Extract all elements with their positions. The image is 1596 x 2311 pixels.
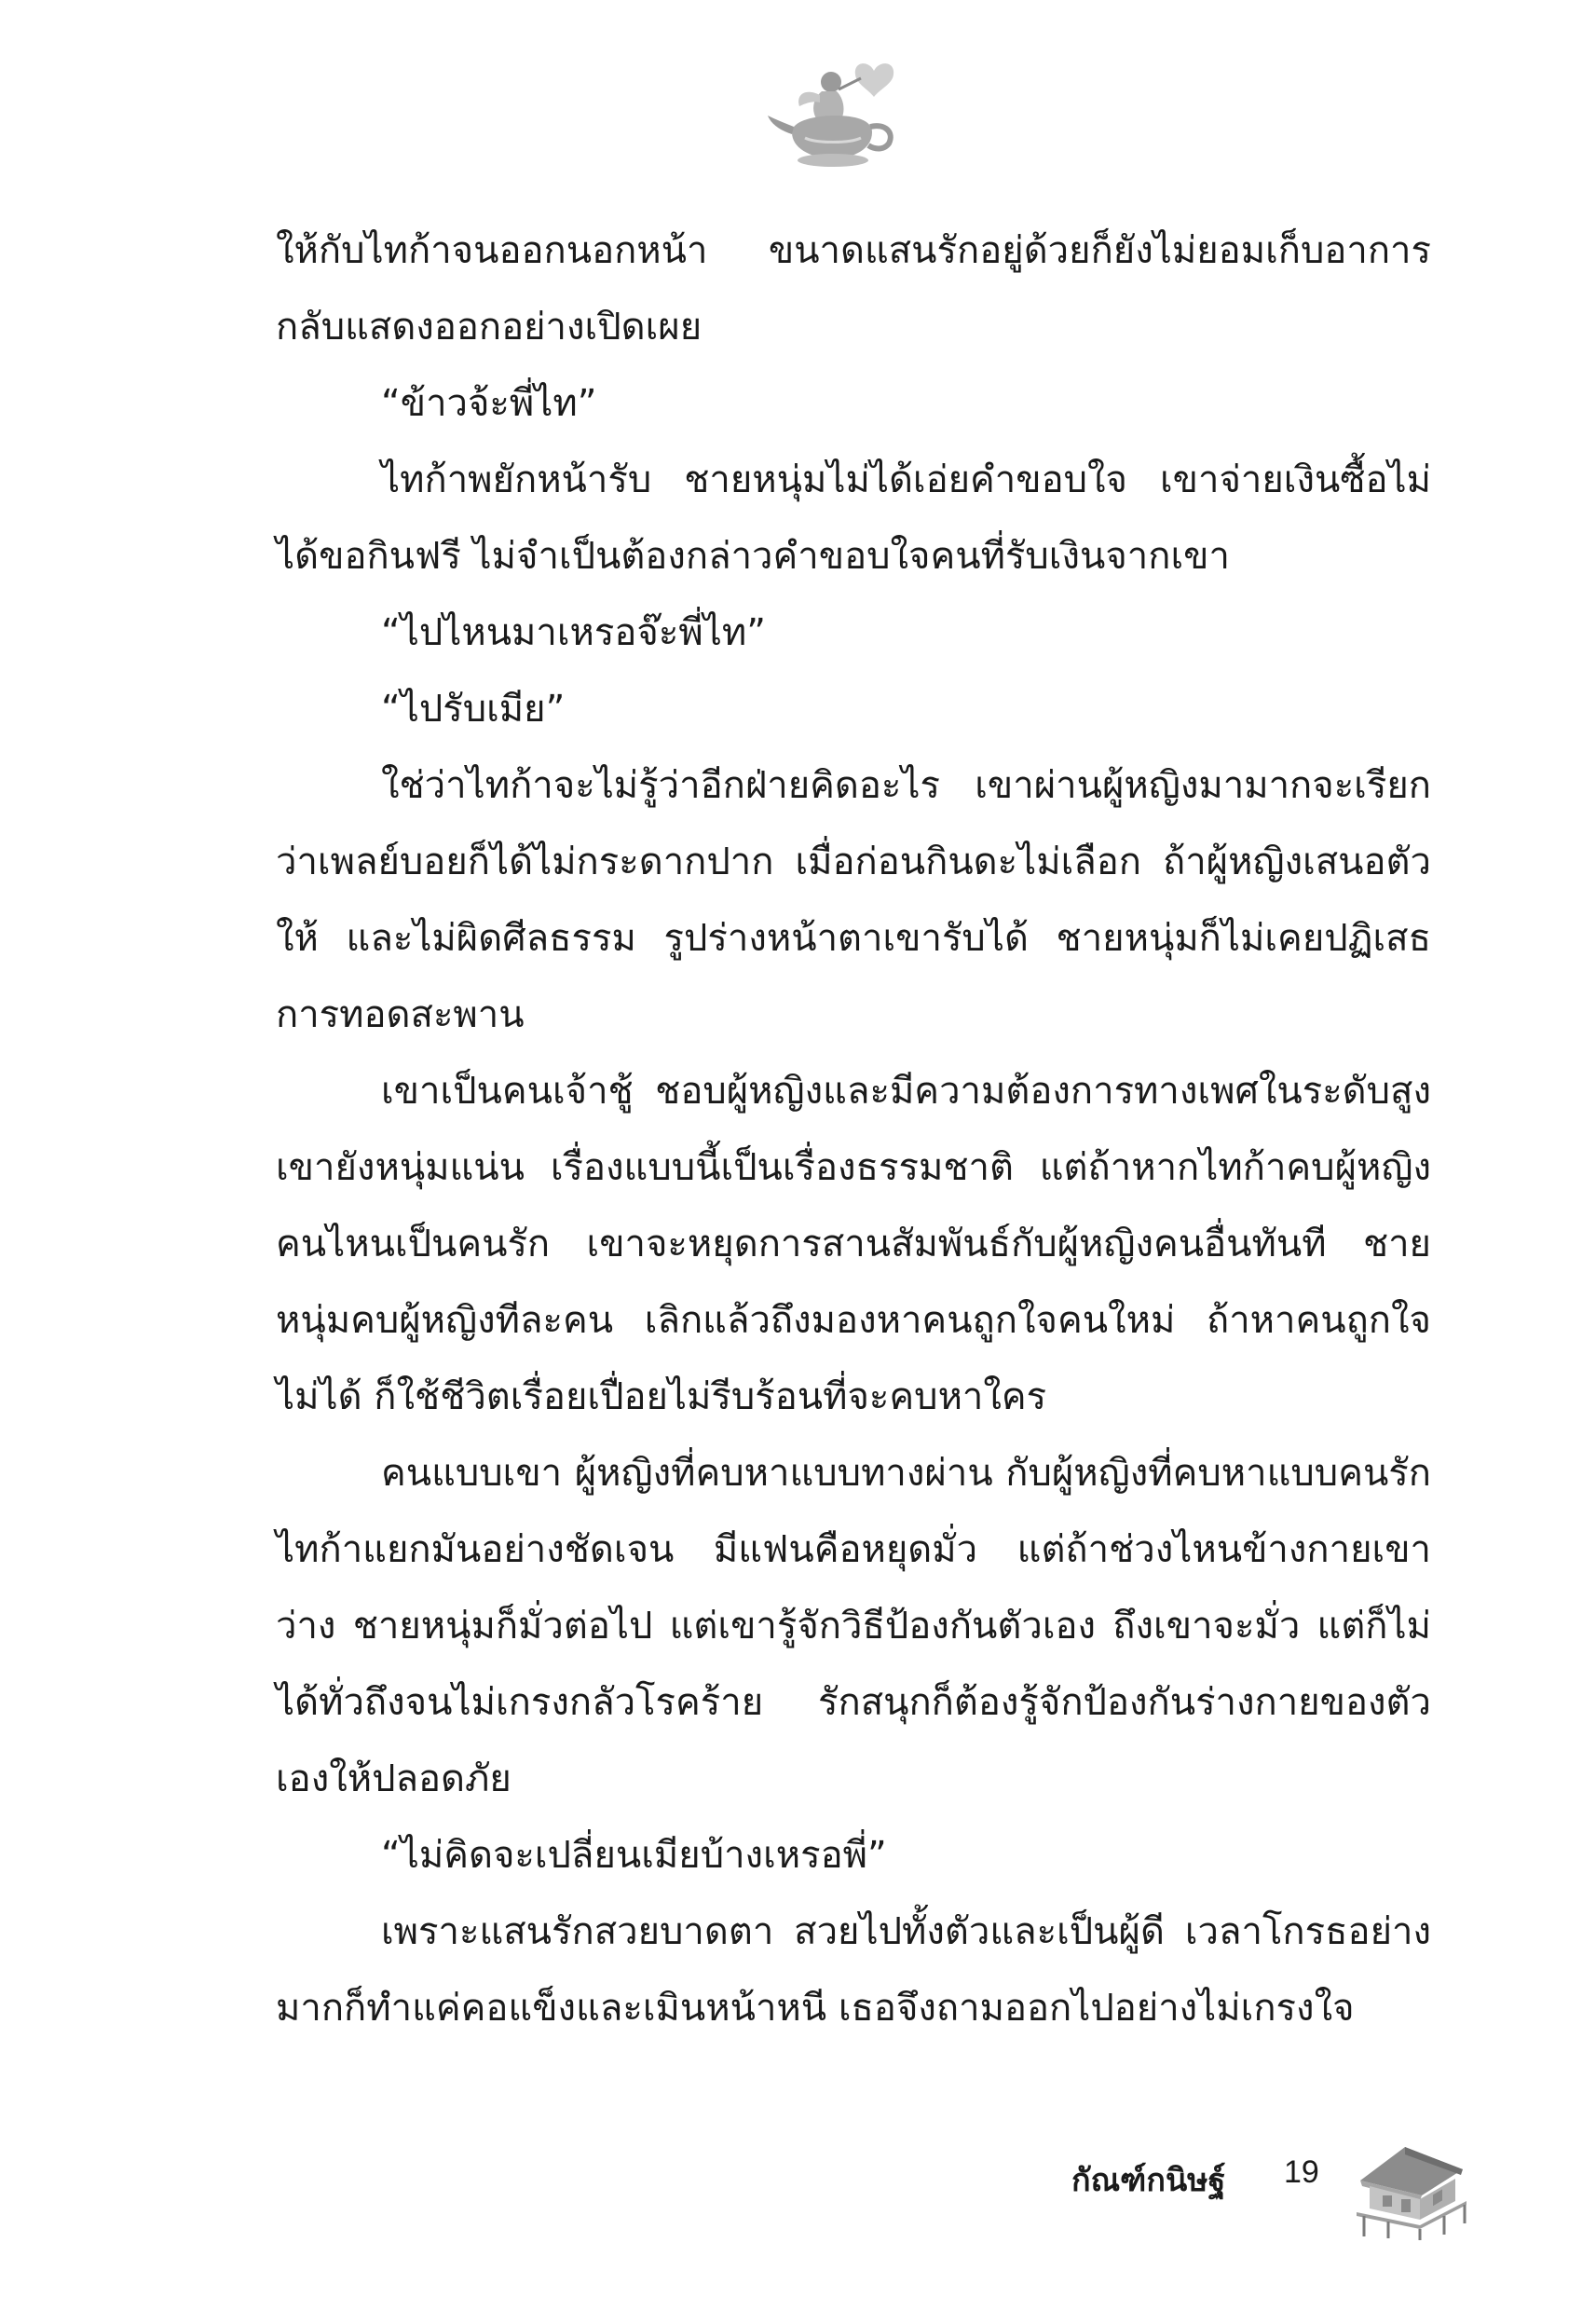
stilt-house-icon: [1351, 2134, 1472, 2241]
page-footer: [1071, 2134, 1500, 2246]
paragraph: เพราะแสนรักสวยบาดตา สวยไปทั้งตัวและเป็นผู้ดี เวลาโกรธอย่างมากก็ทำแค่คอแข็งและเมินหน้าหนี เธอจึงถามออกไปอย่างไม่เกรงใจ: [276, 1910, 1431, 2030]
page-number: 19: [1284, 2154, 1319, 2190]
paragraph: ใช่ว่าไทก้าจะไม่รู้ว่าอีกฝ่ายคิดอะไร เขาผ่านผู้หญิงมามากจะเรียกว่าเพลย์บอยก็ได้ไม่กระดากปาก เมื่อก่อนกินดะไม่เลือก ถ้าผู้หญิงเสนอตัวให้ และไม่ผิดศีลธรรม รูปร่างหน้าตาเขารับได้ ชายหนุ่มก็ไม่เคยปฏิเสธการทอดสะพาน: [276, 764, 1431, 1036]
paragraph: ให้กับไทก้าจนออกนอกหน้า ขนาดแสนรักอยู่ด้วยก็ยังไม่ยอมเก็บอาการกลับแสดงออกอย่างเปิดเผย: [276, 229, 1431, 349]
dialogue-line: “ข้าวจ้ะพี่ไท”: [381, 382, 597, 425]
body-text: [276, 212, 1431, 2046]
paragraph: คนแบบเขา ผู้หญิงที่คบหาแบบทางผ่าน กับผู้หญิงที่คบหาแบบคนรัก ไทก้าแยกมันอย่างชัดเจน มีแฟนคือหยุดมั่ว แต่ถ้าช่วงไหนข้างกายเขาว่าง ชายหนุ่มก็มั่วต่อไป แต่เขารู้จักวิธีป้องกันตัวเอง ถึงเขาจะมั่ว แต่ก็ไม่ได้ทั่วถึงจนไม่เกรงกลัวโรคร้าย รักสนุกก็ต้องรู้จักป้องกันร่างกายของตัวเองให้ปลอดภัย: [276, 1452, 1431, 1800]
dialogue-line: “ไปไหนมาเหรอจ๊ะพี่ไท”: [381, 611, 766, 654]
dialogue-line: “ไม่คิดจะเปลี่ยนเมียบ้างเหรอพี่”: [381, 1834, 887, 1877]
book-title: กัณฑ์กนิษฐ์: [1071, 2162, 1226, 2199]
paragraph: เขาเป็นคนเจ้าชู้ ชอบผู้หญิงและมีความต้องการทางเพศในระดับสูง เขายังหนุ่มแน่น เรื่องแบบนี้เป็นเรื่องธรรมชาติ แต่ถ้าหากไทก้าคบผู้หญิงคนไหนเป็นคนรัก เขาจะหยุดการสานสัมพันธ์กับผู้หญิงคนอื่นทันที ชายหนุ่มคบผู้หญิงทีละคน เลิกแล้วถึงมองหาคนถูกใจคนใหม่ ถ้าหาคนถูกใจไม่ได้ ก็ใช้ชีวิตเรื่อยเปื่อยไม่รีบร้อนที่จะคบหาใคร: [276, 1070, 1431, 1418]
paragraph: ไทก้าพยักหน้ารับ ชายหนุ่มไม่ได้เอ่ยคำขอบใจ เขาจ่ายเงินซื้อไม่ได้ขอกินฟรี ไม่จำเป็นต้องกล่าวคำขอบใจคนที่รับเงินจากเขา: [276, 458, 1431, 578]
dialogue-line: “ไปรับเมีย”: [381, 688, 566, 731]
teapot-cupid-icon: [764, 54, 904, 175]
